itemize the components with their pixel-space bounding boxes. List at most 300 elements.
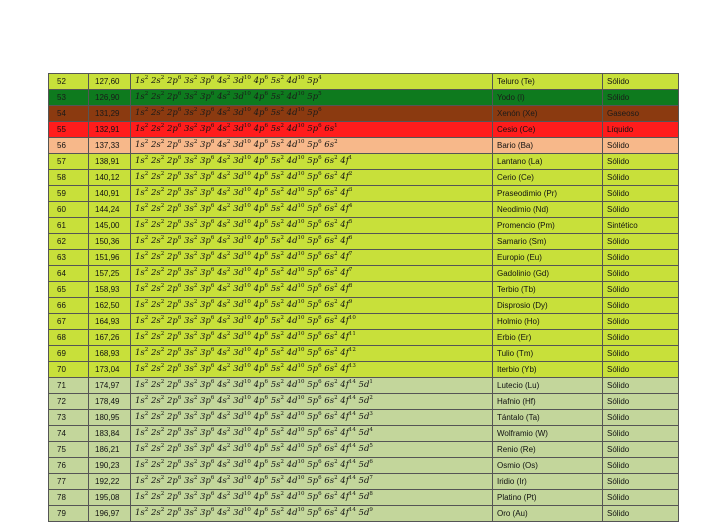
- orbital-electrons: 2: [226, 203, 231, 209]
- orbital-label: 3s: [184, 492, 194, 502]
- orbital-label: 3d: [233, 76, 244, 86]
- electron-configuration-cell[interactable]: [131, 138, 493, 154]
- atomic-number-cell[interactable]: 72: [49, 394, 89, 410]
- table-row: [49, 234, 679, 250]
- orbital-electrons: 6: [210, 219, 215, 225]
- orbital-label: 4p: [253, 268, 265, 278]
- orbital-electrons: 2: [193, 91, 198, 97]
- orbital-electrons: 6: [318, 347, 322, 353]
- orbital-label: 6s: [324, 412, 335, 422]
- atomic-number-cell[interactable]: 63: [49, 250, 89, 266]
- orbital-electrons: 6: [318, 187, 322, 193]
- orbital-electrons: 6: [318, 443, 322, 449]
- atomic-mass-cell[interactable]: 164,93: [89, 314, 131, 330]
- orbital-label: 4d: [286, 380, 298, 390]
- atomic-number-cell[interactable]: 70: [49, 362, 89, 378]
- electron-configuration-cell[interactable]: [131, 410, 493, 426]
- orbital-label: 2s: [150, 124, 161, 134]
- atomic-mass-cell[interactable]: 140,12: [89, 170, 131, 186]
- orbital-electrons: 2: [280, 475, 284, 481]
- orbital-electrons: 10: [243, 443, 251, 449]
- atomic-number-cell[interactable]: 54: [49, 106, 89, 122]
- orbital-electrons: 2: [193, 187, 198, 193]
- orbital-label: 5p: [307, 268, 319, 278]
- electron-configuration-cell[interactable]: [131, 490, 493, 506]
- element-state-cell[interactable]: Sólido: [603, 298, 679, 314]
- orbital-label: 3s: [184, 332, 194, 342]
- element-name-cell[interactable]: Xenón (Xe): [493, 106, 603, 122]
- orbital-label: 3p: [200, 412, 211, 422]
- orbital-electrons: 2: [280, 107, 284, 113]
- orbital-label: 3p: [200, 236, 211, 246]
- element-state-cell[interactable]: Gaseoso: [603, 106, 679, 122]
- atomic-mass-cell[interactable]: 192,22: [89, 474, 131, 490]
- orbital-electrons: 10: [297, 507, 305, 513]
- atomic-mass-cell[interactable]: 158,93: [89, 282, 131, 298]
- orbital-label: 2s: [150, 92, 161, 102]
- orbital-electrons: 10: [243, 411, 251, 417]
- orbital-label: 5s: [270, 124, 281, 134]
- element-state-cell[interactable]: Sólido: [603, 394, 679, 410]
- atomic-mass-cell[interactable]: 150,36: [89, 234, 131, 250]
- element-state-cell[interactable]: Sólido: [603, 234, 679, 250]
- orbital-electrons: 6: [318, 251, 322, 257]
- orbital-label: 4p: [253, 316, 265, 326]
- element-state-cell[interactable]: Sólido: [603, 458, 679, 474]
- element-name-cell[interactable]: Tulio (Tm): [493, 346, 603, 362]
- atomic-mass-cell[interactable]: 132,91: [89, 122, 131, 138]
- orbital-electrons: 2: [144, 395, 149, 401]
- orbital-label: 4s: [217, 108, 227, 118]
- orbital-label: 4p: [253, 460, 265, 470]
- orbital-label: 4s: [217, 172, 227, 182]
- atomic-number-cell[interactable]: 69: [49, 346, 89, 362]
- electron-configuration-cell[interactable]: [131, 250, 493, 266]
- orbital-electrons: 2: [160, 91, 165, 97]
- orbital-electrons: 2: [280, 123, 284, 129]
- atomic-number-cell[interactable]: 77: [49, 474, 89, 490]
- orbital-electrons: 6: [318, 379, 322, 385]
- element-state-cell[interactable]: Sólido: [603, 250, 679, 266]
- electron-configuration-cell[interactable]: [131, 378, 493, 394]
- atomic-mass-cell[interactable]: 145,00: [89, 218, 131, 234]
- orbital-label: 2s: [150, 364, 161, 374]
- element-name-cell[interactable]: Gadolinio (Gd): [493, 266, 603, 282]
- orbital-electrons: 2: [226, 379, 231, 385]
- atomic-number-cell[interactable]: 55: [49, 122, 89, 138]
- atomic-number-cell[interactable]: 75: [49, 442, 89, 458]
- orbital-label: 2p: [166, 460, 178, 470]
- electron-configuration-cell[interactable]: [131, 218, 493, 234]
- element-name-cell[interactable]: Tántalo (Ta): [493, 410, 603, 426]
- orbital-electrons: 6: [264, 107, 268, 113]
- orbital-electrons: 6: [264, 411, 268, 417]
- atomic-number-cell[interactable]: 62: [49, 234, 89, 250]
- orbital-electrons: 2: [193, 427, 198, 433]
- orbital-electrons: 2: [280, 267, 284, 273]
- orbital-electrons: 2: [226, 331, 231, 337]
- atomic-number-cell[interactable]: 56: [49, 138, 89, 154]
- element-name-cell[interactable]: Lutecio (Lu): [493, 378, 603, 394]
- orbital-electrons: 2: [160, 75, 165, 81]
- element-state-cell[interactable]: Sólido: [603, 170, 679, 186]
- orbital-label: 5s: [270, 220, 281, 230]
- orbital-label: 2s: [150, 76, 161, 86]
- orbital-electrons: 2: [193, 507, 198, 513]
- atomic-mass-cell[interactable]: 137,33: [89, 138, 131, 154]
- atomic-number-cell[interactable]: 61: [49, 218, 89, 234]
- orbital-label: 2s: [150, 508, 161, 518]
- electron-configuration-cell[interactable]: [131, 74, 493, 90]
- element-state-cell[interactable]: Sólido: [603, 138, 679, 154]
- electron-configuration-cell[interactable]: [131, 282, 493, 298]
- orbital-electrons: 1: [334, 123, 338, 129]
- element-state-cell[interactable]: Sólido: [603, 266, 679, 282]
- electron-configuration-cell[interactable]: [131, 90, 493, 106]
- atomic-mass-cell[interactable]: 167,26: [89, 330, 131, 346]
- atomic-number-cell[interactable]: 58: [49, 170, 89, 186]
- orbital-label: 4p: [253, 220, 265, 230]
- orbital-electrons: 10: [243, 107, 251, 113]
- electron-configuration-cell[interactable]: [131, 442, 493, 458]
- atomic-mass-cell[interactable]: 180,95: [89, 410, 131, 426]
- orbital-label: 6s: [324, 284, 335, 294]
- orbital-label: 3s: [184, 396, 194, 406]
- element-state-cell[interactable]: Sólido: [603, 410, 679, 426]
- atomic-mass-cell[interactable]: 157,25: [89, 266, 131, 282]
- table-row: [49, 458, 679, 474]
- orbital-electrons: 10: [243, 187, 251, 193]
- element-name-cell[interactable]: Holmio (Ho): [493, 314, 603, 330]
- atomic-number-cell[interactable]: 78: [49, 490, 89, 506]
- orbital-label: 2s: [150, 460, 161, 470]
- element-name-cell[interactable]: Erbio (Er): [493, 330, 603, 346]
- orbital-electrons: 2: [160, 315, 165, 321]
- atomic-mass-cell[interactable]: 196,97: [89, 506, 131, 522]
- orbital-label: 4s: [217, 396, 227, 406]
- electron-configuration-cell[interactable]: [131, 426, 493, 442]
- orbital-label: 4s: [217, 412, 227, 422]
- element-name-cell[interactable]: Wolframio (W): [493, 426, 603, 442]
- orbital-label: 4s: [217, 284, 227, 294]
- orbital-label: 3p: [200, 108, 211, 118]
- element-state-cell[interactable]: Sólido: [603, 474, 679, 490]
- element-state-cell[interactable]: Sólido: [603, 426, 679, 442]
- orbital-electrons: 10: [243, 139, 251, 145]
- orbital-electrons: 10: [243, 331, 251, 337]
- element-state-cell[interactable]: Sólido: [603, 506, 679, 522]
- orbital-label: 5s: [270, 108, 281, 118]
- orbital-electrons: 6: [318, 475, 322, 481]
- orbital-label: 5p: [307, 476, 319, 486]
- orbital-electrons: 6: [318, 107, 322, 113]
- element-name-cell[interactable]: Cerio (Ce): [493, 170, 603, 186]
- element-name-cell[interactable]: Neodimio (Nd): [493, 202, 603, 218]
- orbital-label: 2p: [166, 476, 178, 486]
- atomic-mass-cell[interactable]: 183,84: [89, 426, 131, 442]
- element-name-cell[interactable]: Yodo (I): [493, 90, 603, 106]
- orbital-label: 4f: [340, 428, 349, 438]
- table-row: [49, 154, 679, 170]
- elements-table: [48, 73, 679, 522]
- element-name-cell[interactable]: Renio (Re): [493, 442, 603, 458]
- atomic-number-cell[interactable]: 76: [49, 458, 89, 474]
- orbital-electrons: 8: [369, 491, 373, 497]
- element-name-cell[interactable]: Terbio (Tb): [493, 282, 603, 298]
- atomic-number-cell[interactable]: 59: [49, 186, 89, 202]
- element-name-cell[interactable]: Lantano (La): [493, 154, 603, 170]
- atomic-number-cell[interactable]: 73: [49, 410, 89, 426]
- orbital-label: 3d: [233, 156, 244, 166]
- orbital-electrons: 2: [226, 315, 231, 321]
- element-name-cell[interactable]: Europio (Eu): [493, 250, 603, 266]
- element-state-cell[interactable]: Sólido: [603, 330, 679, 346]
- orbital-label: 3s: [184, 140, 194, 150]
- orbital-label: 4s: [217, 268, 227, 278]
- orbital-electrons: 6: [177, 331, 182, 337]
- element-name-cell[interactable]: Teluro (Te): [493, 74, 603, 90]
- element-state-cell[interactable]: Sólido: [603, 202, 679, 218]
- orbital-electrons: 2: [144, 459, 149, 465]
- electron-configuration-cell[interactable]: [131, 106, 493, 122]
- orbital-label: 4f: [340, 284, 349, 294]
- orbital-label: 3p: [200, 92, 211, 102]
- element-name-cell[interactable]: Iterbio (Yb): [493, 362, 603, 378]
- atomic-mass-cell[interactable]: 178,49: [89, 394, 131, 410]
- orbital-electrons: 6: [210, 475, 215, 481]
- orbital-label: 5s: [270, 252, 281, 262]
- orbital-electrons: 2: [160, 395, 165, 401]
- electron-configuration-cell[interactable]: [131, 298, 493, 314]
- orbital-label: 1s: [135, 220, 145, 230]
- element-name-cell[interactable]: Platino (Pt): [493, 490, 603, 506]
- orbital-label: 5s: [270, 140, 281, 150]
- orbital-electrons: 2: [193, 203, 198, 209]
- orbital-electrons: 10: [297, 315, 305, 321]
- orbital-label: 4s: [217, 236, 227, 246]
- atomic-mass-cell[interactable]: 186,21: [89, 442, 131, 458]
- atomic-number-cell[interactable]: 79: [49, 506, 89, 522]
- orbital-label: 3s: [184, 108, 194, 118]
- orbital-electrons: 6: [210, 347, 215, 353]
- element-name-cell[interactable]: Osmio (Os): [493, 458, 603, 474]
- orbital-electrons: 2: [280, 459, 284, 465]
- atomic-number-cell[interactable]: 71: [49, 378, 89, 394]
- orbital-electrons: 8: [348, 283, 353, 289]
- orbital-label: 5s: [270, 332, 281, 342]
- element-state-cell[interactable]: Sólido: [603, 90, 679, 106]
- atomic-number-cell[interactable]: 67: [49, 314, 89, 330]
- atomic-number-cell[interactable]: 57: [49, 154, 89, 170]
- electron-configuration-cell[interactable]: [131, 266, 493, 282]
- orbital-label: 3s: [184, 236, 194, 246]
- orbital-electrons: 7: [369, 475, 373, 481]
- atomic-mass-cell[interactable]: 174,97: [89, 378, 131, 394]
- orbital-label: 4s: [217, 140, 227, 150]
- orbital-label: 5s: [270, 444, 281, 454]
- orbital-label: 4p: [253, 492, 265, 502]
- atomic-mass-cell[interactable]: 151,96: [89, 250, 131, 266]
- orbital-label: 5p: [307, 108, 319, 118]
- element-name-cell[interactable]: Disprosio (Dy): [493, 298, 603, 314]
- element-state-cell[interactable]: Sólido: [603, 346, 679, 362]
- orbital-label: 2s: [150, 316, 161, 326]
- orbital-label: 4p: [253, 508, 265, 518]
- element-state-cell[interactable]: Sintético: [603, 218, 679, 234]
- orbital-label: 2p: [166, 396, 178, 406]
- orbital-label: 3d: [233, 220, 244, 230]
- element-state-cell[interactable]: Sólido: [603, 490, 679, 506]
- orbital-electrons: 6: [264, 123, 268, 129]
- atomic-mass-cell[interactable]: 190,23: [89, 458, 131, 474]
- atomic-number-cell[interactable]: 60: [49, 202, 89, 218]
- orbital-electrons: 2: [334, 139, 338, 145]
- element-state-cell[interactable]: Sólido: [603, 282, 679, 298]
- orbital-electrons: 10: [297, 267, 305, 273]
- orbital-electrons: 2: [280, 283, 284, 289]
- element-state-cell[interactable]: Sólido: [603, 74, 679, 90]
- atomic-mass-cell[interactable]: 138,91: [89, 154, 131, 170]
- orbital-electrons: 6: [177, 251, 182, 257]
- orbital-label: 2s: [150, 332, 161, 342]
- orbital-electrons: 6: [318, 123, 322, 129]
- element-name-cell[interactable]: Oro (Au): [493, 506, 603, 522]
- orbital-label: 2p: [166, 252, 178, 262]
- element-state-cell[interactable]: Sólido: [603, 314, 679, 330]
- orbital-label: 3p: [200, 140, 211, 150]
- orbital-electrons: 10: [297, 411, 305, 417]
- orbital-label: 5p: [307, 316, 319, 326]
- orbital-electrons: 2: [193, 75, 198, 81]
- orbital-electrons: 2: [334, 507, 338, 513]
- electron-configuration-cell[interactable]: [131, 394, 493, 410]
- orbital-label: 6s: [324, 348, 335, 358]
- atomic-number-cell[interactable]: 53: [49, 90, 89, 106]
- element-state-cell[interactable]: Sólido: [603, 378, 679, 394]
- orbital-electrons: 10: [297, 171, 305, 177]
- orbital-electrons: 2: [334, 363, 338, 369]
- electron-configuration-cell[interactable]: [131, 170, 493, 186]
- element-name-cell[interactable]: Cesio (Ce): [493, 122, 603, 138]
- orbital-label: 1s: [135, 140, 145, 150]
- atomic-mass-cell[interactable]: 131,29: [89, 106, 131, 122]
- atomic-mass-cell[interactable]: 144,24: [89, 202, 131, 218]
- orbital-electrons: 6: [264, 75, 268, 81]
- atomic-mass-cell[interactable]: 126,90: [89, 90, 131, 106]
- atomic-number-cell[interactable]: 64: [49, 266, 89, 282]
- orbital-electrons: 6: [210, 491, 215, 497]
- orbital-electrons: 2: [280, 347, 284, 353]
- orbital-label: 4d: [286, 252, 298, 262]
- element-name-cell[interactable]: Samario (Sm): [493, 234, 603, 250]
- orbital-label: 4d: [286, 284, 298, 294]
- orbital-electrons: 2: [226, 283, 231, 289]
- atomic-number-cell[interactable]: 74: [49, 426, 89, 442]
- electron-configuration-cell[interactable]: [131, 330, 493, 346]
- orbital-label: 6s: [324, 508, 335, 518]
- orbital-electrons: 6: [264, 475, 268, 481]
- orbital-label: 5s: [270, 364, 281, 374]
- orbital-electrons: 2: [226, 475, 231, 481]
- element-name-cell[interactable]: Hafnio (Hf): [493, 394, 603, 410]
- orbital-electrons: 6: [210, 299, 215, 305]
- electron-configuration-cell[interactable]: [131, 362, 493, 378]
- electron-configuration-cell[interactable]: [131, 346, 493, 362]
- orbital-electrons: 10: [243, 155, 251, 161]
- electron-configuration-cell[interactable]: [131, 202, 493, 218]
- orbital-electrons: 10: [243, 283, 251, 289]
- atomic-number-cell[interactable]: 66: [49, 298, 89, 314]
- element-state-cell[interactable]: Sólido: [603, 442, 679, 458]
- orbital-label: 3d: [233, 348, 244, 358]
- element-state-cell[interactable]: Sólido: [603, 186, 679, 202]
- orbital-electrons: 2: [160, 347, 165, 353]
- atomic-number-cell[interactable]: 68: [49, 330, 89, 346]
- orbital-label: 3s: [184, 268, 194, 278]
- orbital-label: 4p: [253, 348, 265, 358]
- orbital-electrons: 2: [226, 187, 231, 193]
- orbital-label: 2s: [150, 284, 161, 294]
- orbital-electrons: 2: [280, 491, 284, 497]
- atomic-mass-cell[interactable]: 173,04: [89, 362, 131, 378]
- element-name-cell[interactable]: Praseodimio (Pr): [493, 186, 603, 202]
- orbital-label: 3s: [184, 188, 194, 198]
- orbital-label: 4s: [217, 124, 227, 134]
- table-row: [49, 314, 679, 330]
- orbital-electrons: 6: [264, 219, 268, 225]
- orbital-label: 2s: [150, 236, 161, 246]
- atomic-mass-cell[interactable]: 162,50: [89, 298, 131, 314]
- elements-sheet: [48, 73, 679, 522]
- orbital-label: 3p: [200, 316, 211, 326]
- orbital-label: 5p: [307, 396, 319, 406]
- orbital-electrons: 11: [348, 331, 356, 337]
- atomic-number-cell[interactable]: 65: [49, 282, 89, 298]
- electron-configuration-cell[interactable]: [131, 234, 493, 250]
- orbital-electrons: 10: [243, 299, 251, 305]
- orbital-label: 4d: [286, 460, 298, 470]
- element-name-cell[interactable]: Promencio (Pm): [493, 218, 603, 234]
- orbital-electrons: 10: [297, 123, 305, 129]
- orbital-label: 3p: [200, 444, 211, 454]
- atomic-number-cell[interactable]: 52: [49, 74, 89, 90]
- atomic-mass-cell[interactable]: 168,93: [89, 346, 131, 362]
- electron-configuration-cell[interactable]: [131, 186, 493, 202]
- element-name-cell[interactable]: Iridio (Ir): [493, 474, 603, 490]
- electron-configuration-cell[interactable]: [131, 458, 493, 474]
- orbital-label: 3d: [233, 204, 244, 214]
- orbital-label: 3s: [184, 508, 194, 518]
- atomic-mass-cell[interactable]: 195,08: [89, 490, 131, 506]
- element-state-cell[interactable]: Sólido: [603, 362, 679, 378]
- element-state-cell[interactable]: Sólido: [603, 154, 679, 170]
- electron-configuration-cell[interactable]: [131, 506, 493, 522]
- electron-configuration-cell[interactable]: [131, 122, 493, 138]
- electron-configuration-cell[interactable]: [131, 154, 493, 170]
- electron-configuration-cell[interactable]: [131, 314, 493, 330]
- orbital-label: 4s: [217, 460, 227, 470]
- atomic-mass-cell[interactable]: 140,91: [89, 186, 131, 202]
- element-name-cell[interactable]: Bario (Ba): [493, 138, 603, 154]
- orbital-label: 3p: [200, 268, 211, 278]
- orbital-electrons: 6: [318, 331, 322, 337]
- orbital-electrons: 10: [243, 91, 251, 97]
- orbital-electrons: 5: [369, 443, 373, 449]
- atomic-mass-cell[interactable]: 127,60: [89, 74, 131, 90]
- orbital-electrons: 2: [334, 235, 338, 241]
- element-state-cell[interactable]: Líquido: [603, 122, 679, 138]
- electron-configuration-cell[interactable]: [131, 474, 493, 490]
